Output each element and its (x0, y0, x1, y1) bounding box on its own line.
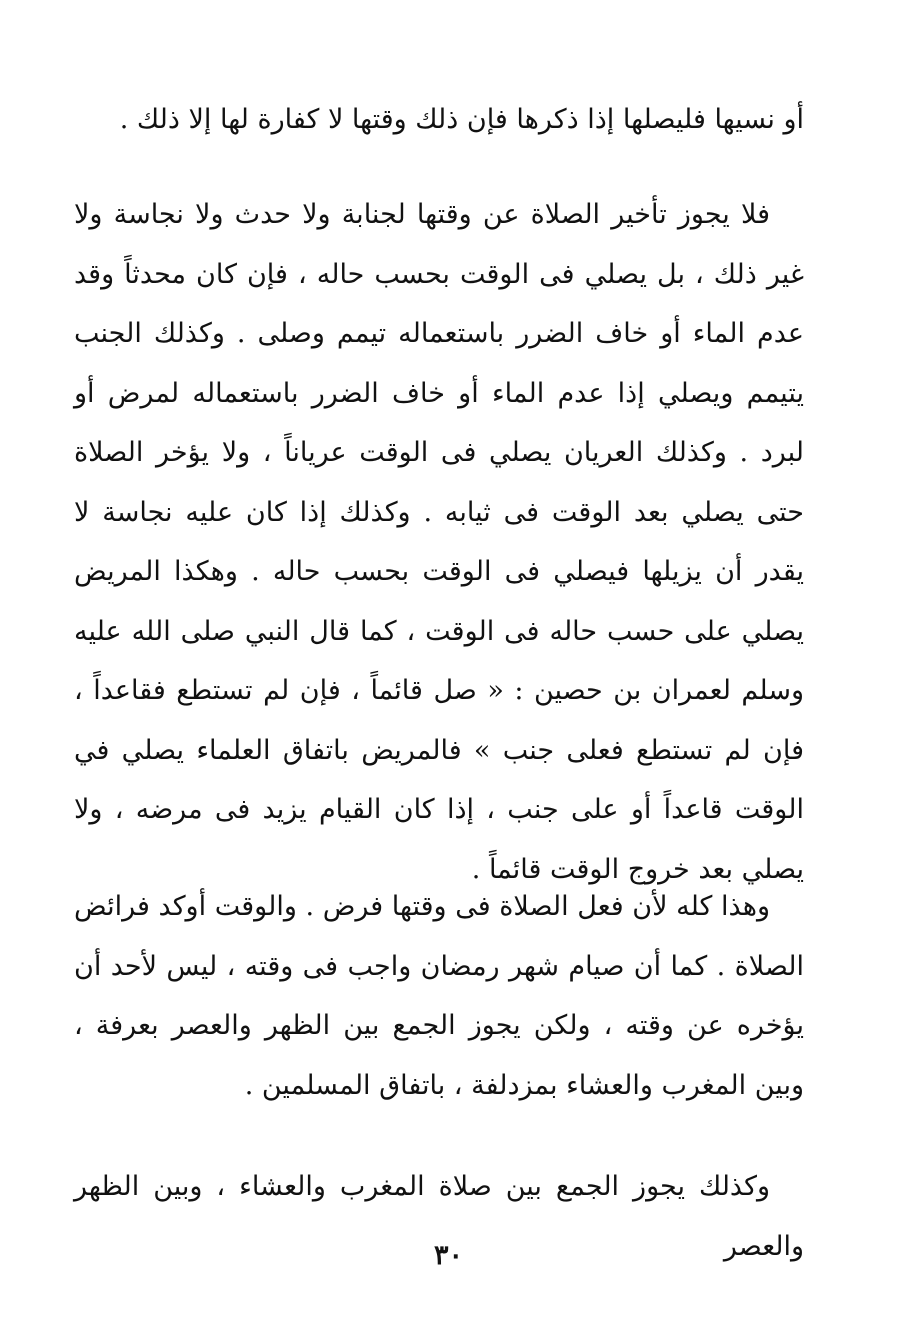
paragraph-1: أو نسيها فليصلها إذا ذكرها فإن ذلك وقتها لا كفارة لها إلا ذلك . (119, 104, 804, 135)
paragraph-3: وهذا كله لأن فعل الصلاة فى وقتها فرض . والوقت أوكد فرائض الصلاة . كما أن صيام شهر رمضان واجب فى وقته ، ليس لأحد أن يؤخره عن وقته ، ولكن يجوز الجمع بين الظهر والعصر بعرفة ، وبين المغرب والعشاء بمزدلفة ، باتفاق المسلمين . (74, 891, 804, 1101)
paragraph-4: وكذلك يجوز الجمع بين صلاة المغرب والعشاء ، وبين الظهر والعصر (74, 1171, 804, 1262)
paragraph-2: فلا يجوز تأخير الصلاة عن وقتها لجنابة ولا حدث ولا نجاسة ولا غير ذلك ، بل يصلي فى الوقت بحسب حاله ، فإن كان محدثاً وقد عدم الماء أو خاف الضرر باستعماله تيمم وصلى . وكذلك الجنب يتيمم ويصلي إذا عدم الماء أو خاف الضرر باستعماله لمرض أو لبرد . وكذلك العريان يصلي فى الوقت عرياناً ، ولا يؤخر الصلاة حتى يصلي بعد الوقت فى ثيابه . وكذلك إذا كان عليه نجاسة لا يقدر أن يزيلها فيصلي فى الوقت بحسب حاله . وهكذا المريض يصلي على حسب حاله فى الوقت ، كما قال النبي صلى الله عليه وسلم لعمران بن حصين : « صل قائماً ، فإن لم تستطع فقاعداً ، فإن لم تستطع فعلى جنب » فالمريض باتفاق العلماء يصلي في الوقت قاعداً أو على جنب ، إذا كان القيام يزيد فى مرضه ، ولا يصلي بعد خروج الوقت قائماً . (74, 199, 804, 885)
page-number: ٣٠ (433, 1240, 463, 1271)
